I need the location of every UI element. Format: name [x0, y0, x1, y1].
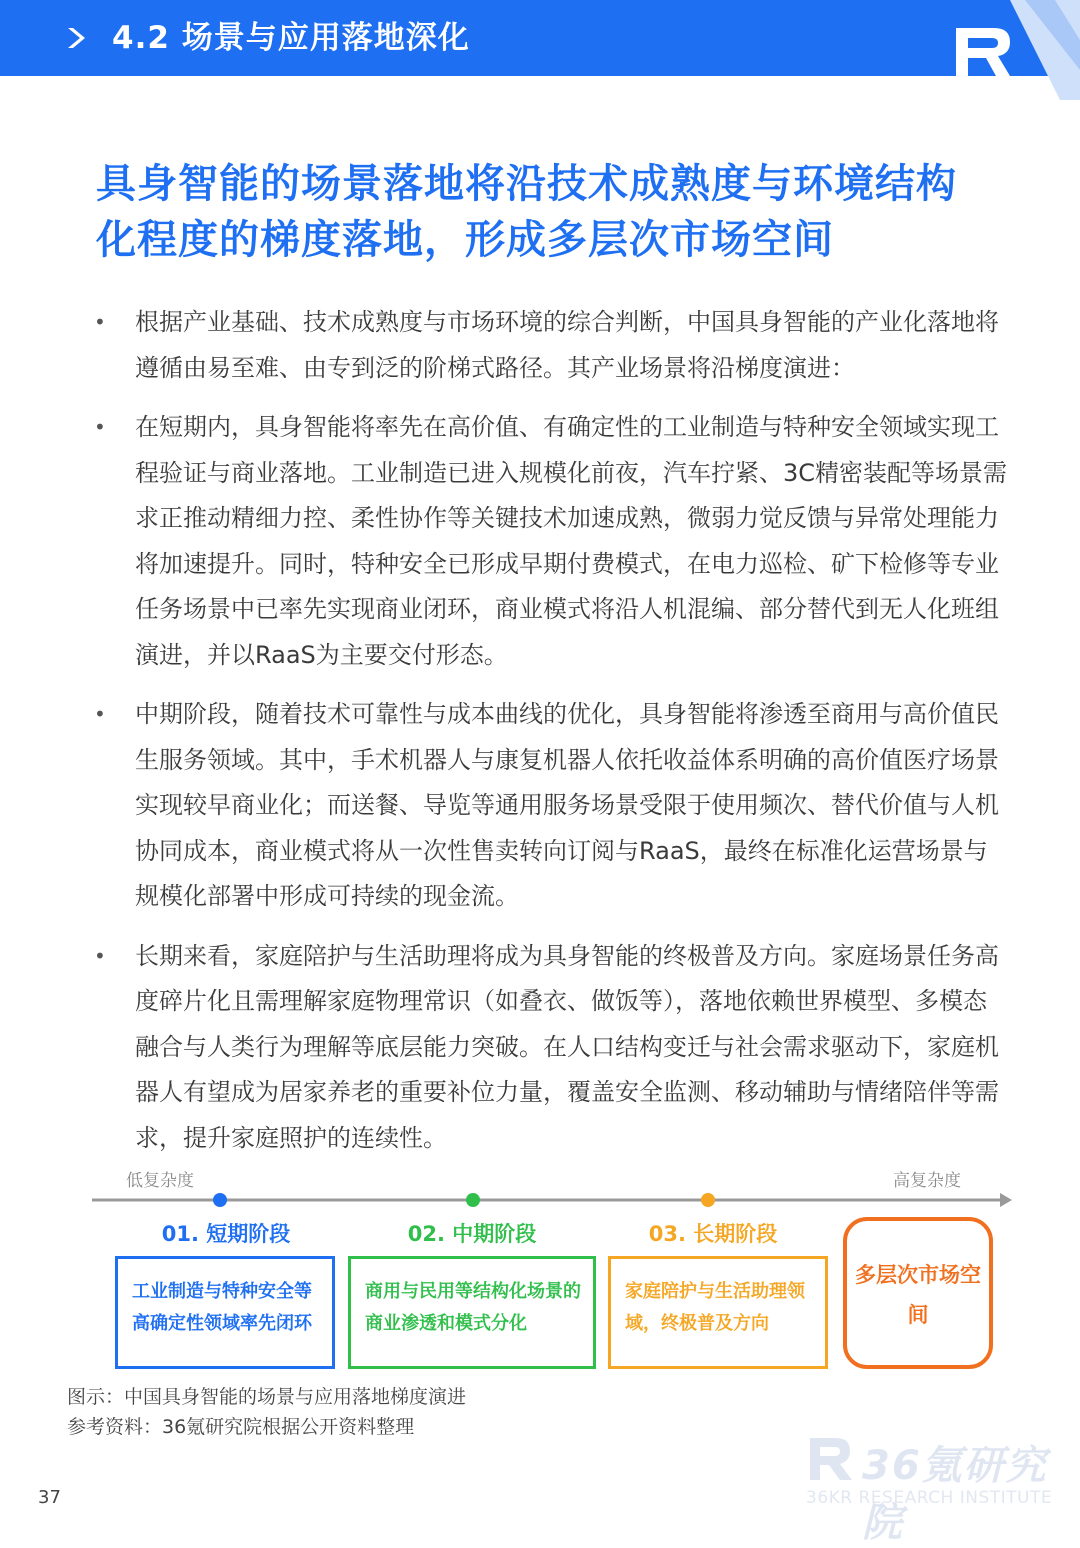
- phase-1-title: 01. 短期阶段: [161, 1222, 291, 1246]
- phase-2-desc: 商用与民用等结构化场景的商业渗透和模式分化: [365, 1281, 581, 1334]
- bullet-list: [90, 300, 1010, 1175]
- main-title: 具身智能的场景落地将沿技术成熟度与环境结构化程度的梯度落地，形成多层次市场空间: [96, 161, 957, 263]
- timeline-arrow: [0, 1188, 1080, 1214]
- page-number: 37: [38, 1487, 61, 1508]
- phase-1-box: [115, 1256, 335, 1369]
- phase-3-box: [608, 1256, 828, 1369]
- bullet-text: 在短期内，具身智能将率先在高价值、有确定性的工业制造与特种安全领域实现工程验证与商业落地。工业制造已进入规模化前夜，汽车拧紧、3C精密装配等场景需求正推动精细力控、柔性协作等关键技术加速成熟，微弱力觉反馈与异常处理能力将加速提升。同时，特种安全已形成早期付费模式，在电力巡检、矿下检修等专业任务场景中已率先实现商业闭环，商业模式将沿人机混编、部分替代到无人化班组演进，并以RaaS为主要交付形态。: [135, 413, 1008, 669]
- phase-2-dot: [466, 1193, 480, 1207]
- phase-3-title: 03. 长期阶段: [648, 1222, 778, 1246]
- bullet-icon: •: [94, 310, 106, 334]
- bullet-icon: •: [94, 702, 106, 726]
- bullet-icon: •: [94, 415, 106, 439]
- list-item: [90, 405, 1010, 678]
- watermark-logo: [806, 1434, 1056, 1546]
- list-item: [90, 692, 1010, 920]
- figure-caption: 图示：中国具身智能的场景与应用落地梯度演进: [67, 1386, 467, 1408]
- phase-3-desc: 家庭陪护与生活助理领域，终极普及方向: [625, 1281, 805, 1334]
- source-caption: 参考资料：36氪研究院根据公开资料整理: [67, 1416, 415, 1438]
- phase-1-dot: [213, 1193, 227, 1207]
- phase-1-desc: 工业制造与特种安全等高确定性领域率先闭环: [132, 1281, 312, 1334]
- chevron-right-icon: [62, 24, 90, 52]
- bullet-text: 中期阶段，随着技术可靠性与成本曲线的优化，具身智能将渗透至商用与高价值民生服务领域。其中，手术机器人与康复机器人依托收益体系明确的高价值医疗场景实现较早商业化；而送餐、导览等通用服务场景受限于使用频次、替代价值与人机协同成本，商业模式将从一次性售卖转向订阅与RaaS，最终在标准化运营场景与规模化部署中形成可持续的现金流。: [135, 700, 999, 910]
- section-title: 4.2 场景与应用落地深化: [112, 20, 470, 56]
- header-bar: [0, 0, 1080, 76]
- watermark-r-icon: [806, 1434, 856, 1484]
- watermark-en-text: 36KR RESEARCH INSTITUTE: [806, 1488, 1053, 1508]
- market-space-box: [843, 1217, 993, 1369]
- phase-3-dot: [701, 1193, 715, 1207]
- bullet-text: 根据产业基础、技术成熟度与市场环境的综合判断，中国具身智能的产业化落地将遵循由易至难、由专到泛的阶梯式路径。其产业场景将沿梯度演进：: [135, 308, 999, 382]
- phase-2-title: 02. 中期阶段: [407, 1222, 537, 1246]
- list-item: [90, 300, 1010, 391]
- low-complexity-label: 低复杂度: [126, 1171, 194, 1191]
- bullet-text: 长期来看，家庭陪护与生活助理将成为具身智能的终极普及方向。家庭场景任务高度碎片化且需理解家庭物理常识（如叠衣、做饭等），落地依赖世界模型、多模态融合与人类行为理解等底层能力突破。在人口结构变迁与社会需求驱动下，家庭机器人有望成为居家养老的重要补位力量，覆盖安全监测、移动辅助与情绪陪伴等需求，提升家庭照护的连续性。: [135, 941, 999, 1152]
- list-item: [90, 934, 1010, 1162]
- market-space-text: 多层次市场空间: [855, 1263, 981, 1327]
- phase-2-box: [348, 1256, 596, 1369]
- high-complexity-label: 高复杂度: [893, 1171, 961, 1191]
- bullet-icon: •: [94, 943, 106, 968]
- watermark-cn-text: 36氪研究院: [862, 1443, 1048, 1546]
- 36kr-logo-icon: [930, 0, 1080, 100]
